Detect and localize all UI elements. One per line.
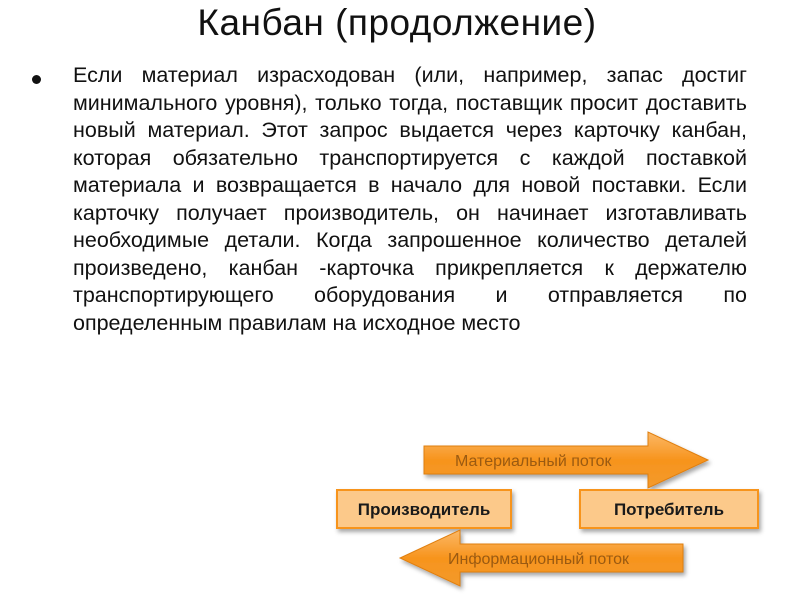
slide-title: Канбан (продолжение) xyxy=(197,2,597,43)
producer-label: Производитель xyxy=(357,500,491,519)
information-flow-label: Информационный поток xyxy=(448,551,630,568)
bullet-text: Если материал израсходован (или, например, запас достиг минимального уровня), только тогда, поставщик просит доставить новый материал. Этот запрос выдается через карточку канбан, которая обязательно транспортируется с каждой поставкой материала и возвращается в начало для новой поставки. Если карточку получает производитель, он начинает изготавливать необходимые детали. Когда запрошенное количество деталей произведено, канбан -карточка прикрепляется к держателю транспортирующего оборудования и отправляется по определенным правилам на исходное место xyxy=(73,63,747,335)
consumer-label: Потребитель xyxy=(613,500,725,519)
material-flow-label: Материальный поток xyxy=(455,453,612,470)
